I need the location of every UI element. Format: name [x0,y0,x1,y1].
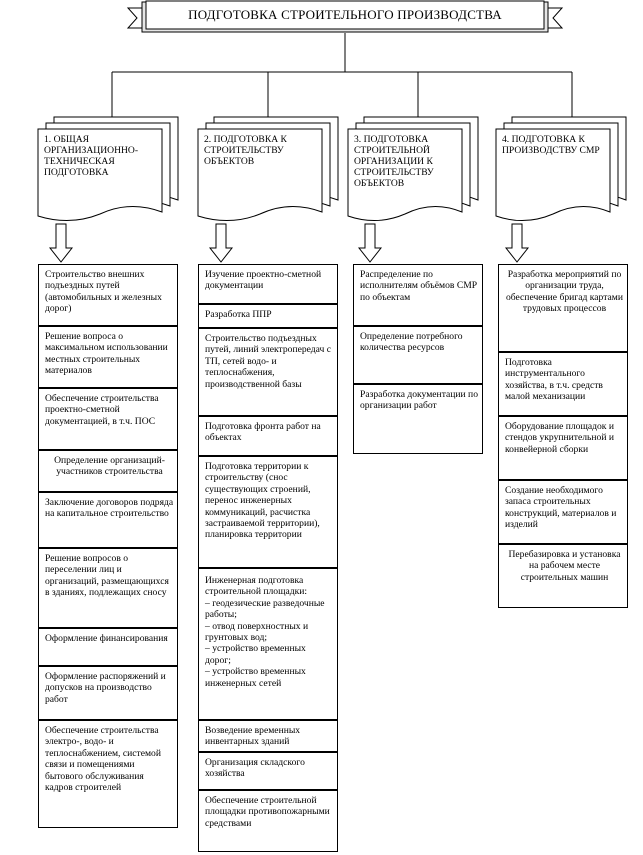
col1-item-7: Оформление финансирования [38,628,178,666]
col2-item-6-sub-4: – устройство временных инженерных сетей [205,666,306,689]
down-arrows [50,224,528,262]
col1-item-2: Решение вопроса о максимальном использовании местных строительных материалов [38,326,178,388]
header-4-text: 4. ПОДГОТОВКА К ПРОИЗВОДСТВУ СМР [502,134,600,156]
header-2-text: 2. ПОДГОТОВКА К СТРОИТЕЛЬСТВУ ОБЪЕКТОВ [204,134,287,167]
col2-item-2: Разработка ППР [198,304,338,328]
col2-item-7: Возведение временных инвентарных зданий [198,720,338,752]
col1-item-9: Обеспечение строительства электро-, водо- и теплоснабжением, системой связи и помещениями бытового обслуживания кадров строителей [38,720,178,828]
col1-item-1: Строительство внешних подъездных путей (автомобильных и железных дорог) [38,264,178,326]
col2-item-1: Изучение проектно-сметной документации [198,264,338,304]
col3-item-3: Разработка документации по организации работ [353,384,483,454]
col4-item-5: Перебазировка и установка на рабочем месте строительных машин [498,544,628,608]
tree-connectors [112,33,572,122]
header-1-text: 1. ОБЩАЯ ОРГАНИЗАЦИОННО-ТЕХНИЧЕСКАЯ ПОДГОТОВКА [44,134,139,178]
col2-item-6-title: Инженерная подготовка строительной площадки: [205,575,308,598]
col4-item-3: Оборудование площадок и стендов укрупнительной и конвейерной сборки [498,416,628,480]
col4-item-1: Разработка мероприятий по организации труда, обеспечение бригад картами трудовых процессов [498,264,628,352]
col4-item-4: Создание необходимого запаса строительных конструкций, материалов и изделий [498,480,628,544]
col2-item-9: Обеспечение строительной площадки противопожарными средствами [198,790,338,852]
col3-item-1: Распределение по исполнителям объёмов СМР по объектам [353,264,483,326]
col1-item-6: Решение вопросов о переселении лиц и организаций, размещающихся в зданиях, подлежащих сносу [38,548,178,628]
col1-item-4: Определение организаций-участников строительства [38,450,178,492]
col2-item-6-sub-1: – геодезические разведочные работы; [205,597,325,621]
col1-item-5: Заключение договоров подряда на капитальное строительство [38,492,178,548]
col3-item-2: Определение потребного количества ресурсов [353,326,483,384]
col2-item-4: Подготовка фронта работ на объектах [198,416,338,456]
col2-item-6 [198,568,338,720]
col2-item-6-sub-2: – отвод поверхностных и грунтовых вод; [205,620,309,644]
header-3-text: 3. ПОДГОТОВКА СТРОИТЕЛЬНОЙ ОРГАНИЗАЦИИ К СТРОИТЕЛЬСТВУ ОБЪЕКТОВ [354,134,434,189]
col2-item-5: Подготовка территории к строительству (снос существующих строений, перенос инженерных коммуникаций, расчистка застраиваемой территории), планировка территории [198,456,338,568]
header-doc-2 [198,117,338,221]
col1-item-3: Обеспечение строительства проектно-сметной документацией, в т.ч. ПОС [38,388,178,450]
col2-item-6-sub-3: – устройство временных дорог; [205,643,306,666]
diagram-title: ПОДГОТОВКА СТРОИТЕЛЬНОГО ПРОИЗВОДСТВА [188,7,502,22]
col4-item-2: Подготовка инструментального хозяйства, в т.ч. средств малой механизации [498,352,628,416]
col1-item-8: Оформление распоряжений и допусков на производство работ [38,666,178,720]
col2-item-3: Строительство подъездных путей, линий электропередач с ТП, сетей водо- и теплоснабжения, производственной базы [198,328,338,416]
header-doc-4 [496,117,626,221]
col2-item-8: Организация складского хозяйства [198,752,338,790]
